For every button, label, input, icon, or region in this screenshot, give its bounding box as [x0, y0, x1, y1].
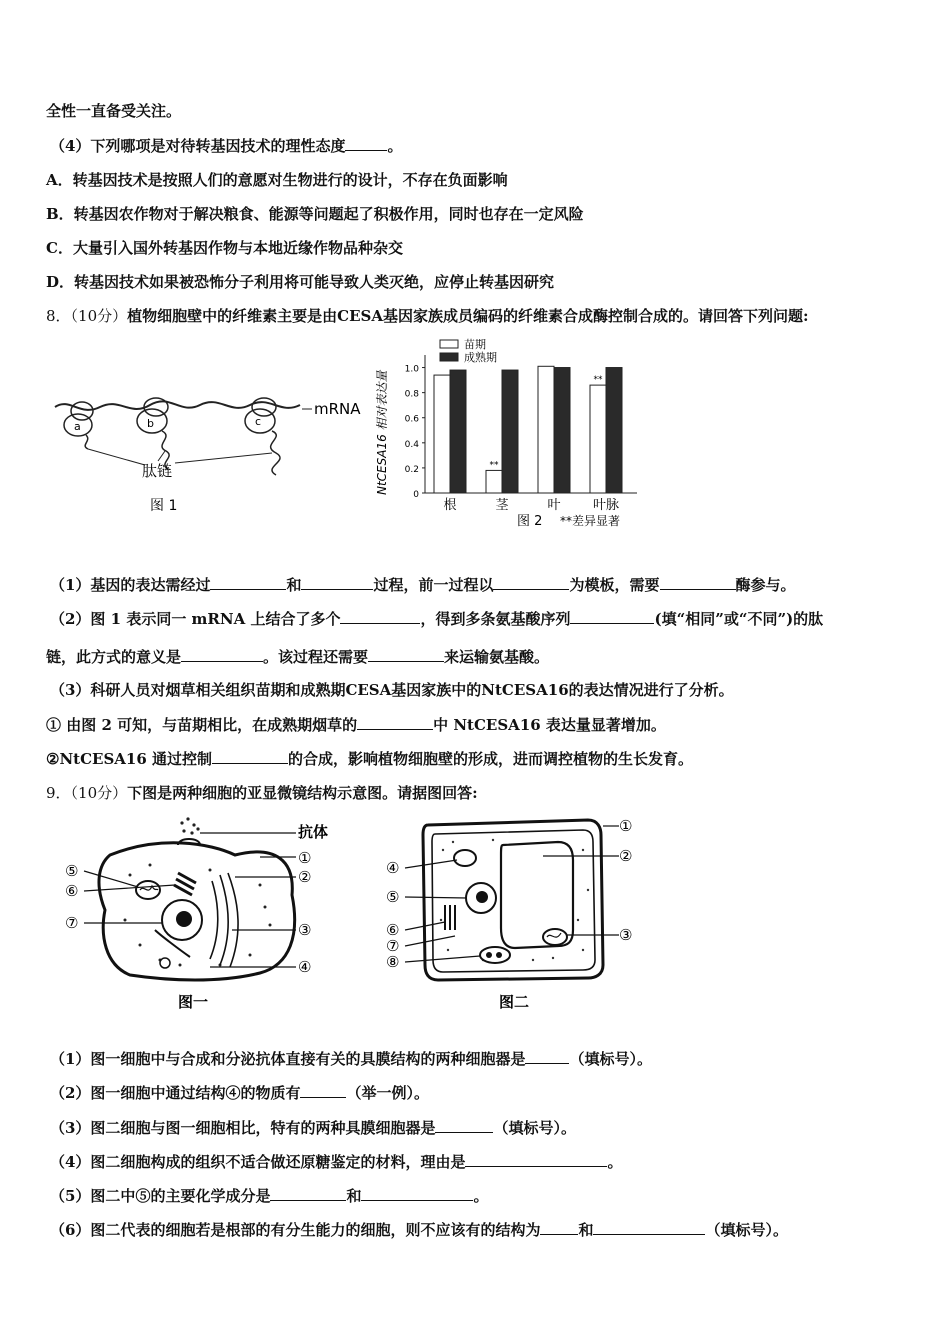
- q8-p2b: [46, 646, 549, 667]
- x-category-label: 根: [443, 498, 457, 513]
- legend-swatch-mature: [440, 353, 458, 361]
- answer-blank[interactable]: [301, 574, 373, 590]
- bar-seedling-1: [486, 470, 502, 493]
- bar-mature-0: [450, 370, 466, 493]
- fig1-label-3: ③: [298, 921, 312, 939]
- answer-blank[interactable]: [340, 608, 420, 624]
- answer-blank[interactable]: [181, 646, 263, 662]
- chart-legend: [440, 337, 497, 364]
- y-tick-label: 1.0: [404, 364, 419, 375]
- q7-option-c: C．大量引入国外转基因作物与本地近缘作物品种杂交: [46, 239, 403, 257]
- fig1-label-5: ⑤: [65, 862, 79, 880]
- bar-seedling-0: [434, 375, 450, 493]
- q8-p3-2: [46, 748, 693, 769]
- answer-blank[interactable]: [345, 135, 387, 151]
- q9-p1-b: （填标号）。: [569, 1050, 652, 1068]
- chart-ylabel: NtCESA16 相对表达量: [375, 370, 389, 495]
- q9-stem-text: 下图是两种细胞的亚显微镜结构示意图。请据图回答:: [127, 784, 478, 802]
- answer-blank[interactable]: [593, 1219, 705, 1235]
- q8-number: 8．（10分）: [46, 307, 128, 325]
- ribosome-a-label: a: [74, 420, 81, 433]
- q9-stem: [46, 783, 478, 803]
- x-category-label: 叶脉: [592, 498, 620, 513]
- x-category-label: 茎: [495, 498, 509, 513]
- fig2-label-8: ⑧: [386, 953, 400, 971]
- y-tick-label: 0.2: [404, 464, 419, 475]
- answer-blank[interactable]: [212, 748, 288, 764]
- q7-option-d: D．转基因技术如果被恐怖分子利用将可能导致人类灭绝，应停止转基因研究: [46, 273, 555, 291]
- q9-p3-b: （填标号）。: [493, 1119, 576, 1137]
- figure-1-caption: 图 1: [150, 498, 178, 514]
- q9-p5-b: 和: [346, 1187, 362, 1205]
- q9-figure-1-animal-cell: [60, 815, 350, 1015]
- bar-mature-3: [606, 368, 622, 493]
- mitochondrion-plant: [454, 850, 476, 866]
- figure-2-caption: 图 2: [517, 514, 543, 529]
- bar-mature-1: [502, 370, 518, 493]
- answer-blank[interactable]: [465, 1151, 607, 1167]
- fig2-label-1: ①: [619, 817, 633, 835]
- q8-p2b-b: 。该过程还需要: [263, 648, 369, 666]
- q7-sub4: [50, 135, 402, 156]
- y-tick-label: 0.6: [404, 414, 419, 425]
- q9-p5: [50, 1185, 488, 1206]
- fig1-label-1: ①: [298, 849, 312, 867]
- q8-p1-c: 过程，前一过程以: [373, 576, 494, 594]
- q8-p1-b: 和: [286, 576, 302, 594]
- answer-blank[interactable]: [368, 646, 444, 662]
- antibody-label: 抗体: [298, 823, 329, 841]
- q8-p3-1-b: 中 NtCESA16 表达量显著增加。: [433, 716, 666, 734]
- q8-stem: [46, 306, 809, 326]
- answer-blank[interactable]: [435, 1117, 493, 1133]
- answer-blank[interactable]: [525, 1048, 569, 1064]
- answer-blank[interactable]: [493, 574, 569, 590]
- q7-intro-tail: 全性一直备受关注。: [46, 102, 182, 120]
- fig2-label-2: ②: [619, 847, 633, 865]
- fig2-label-3: ③: [619, 926, 633, 944]
- q8-p3-2-b: 的合成，影响植物细胞壁的形成，进而调控植物的生长发育。: [288, 750, 694, 768]
- fig1-label-7: ⑦: [65, 914, 79, 932]
- answer-blank[interactable]: [361, 1185, 473, 1201]
- q8-p1-a: （1）基因的表达需经过: [50, 576, 211, 594]
- ribosome-c: [245, 398, 280, 475]
- q8-p2a-a: （2）图 1 表示同一 mRNA 上结合了多个: [50, 610, 341, 628]
- q8-p3-1-a: ① 由图 2 可知，与苗期相比，在成熟期烟草的: [46, 716, 358, 734]
- q9-p3: [50, 1117, 576, 1138]
- y-tick-label: 0: [413, 490, 419, 500]
- q9-p2-a: （2）图一细胞中通过结构④的物质有: [50, 1084, 301, 1102]
- y-tick-label: 0.8: [404, 389, 419, 400]
- answer-blank[interactable]: [660, 574, 736, 590]
- q8-p1-e: 酶参与。: [735, 576, 796, 594]
- bar-seedling-3: [590, 385, 606, 493]
- answer-blank[interactable]: [540, 1219, 578, 1235]
- mrna-label: mRNA: [314, 400, 361, 418]
- q7-sub4-end: 。: [387, 137, 403, 155]
- figure-one-caption: 图一: [178, 993, 209, 1011]
- fig1-label-6: ⑥: [65, 882, 79, 900]
- ribosome-b-label: b: [147, 417, 154, 430]
- fig2-label-4: ④: [386, 859, 400, 877]
- q9-number: 9．（10分）: [46, 784, 128, 802]
- q8-p2b-a: 链，此方式的意义是: [46, 648, 182, 666]
- answer-blank[interactable]: [300, 1082, 346, 1098]
- answer-blank[interactable]: [570, 608, 654, 624]
- q8-p2a-b: ，得到多条氨基酸序列: [420, 610, 571, 628]
- q9-figure-2-plant-cell: [383, 810, 653, 1015]
- x-category-label: 叶: [547, 498, 561, 513]
- legend-swatch-seedling: [440, 340, 458, 348]
- fig2-label-6: ⑥: [386, 921, 400, 939]
- q7-option-b: B．转基因农作物对于解决粮食、能源等问题起了积极作用，同时也存在一定风险: [46, 205, 584, 223]
- q9-p5-a: （5）图二中⑤的主要化学成分是: [50, 1187, 271, 1205]
- significance-mark: **: [489, 460, 499, 471]
- q8-p1: [50, 574, 796, 595]
- q9-p4-b: 。: [607, 1153, 623, 1171]
- peptide-label: 肽链: [142, 462, 173, 480]
- q8-p2a: [50, 608, 823, 629]
- chloroplast-bottom: [480, 947, 510, 963]
- q7-option-a: A．转基因技术是按照人们的意愿对生物进行的设计，不存在负面影响: [46, 171, 508, 189]
- q9-p6: [50, 1219, 788, 1240]
- nucleolus-plant: [476, 891, 488, 903]
- y-tick-label: 0.4: [404, 439, 419, 450]
- q9-p5-c: 。: [473, 1187, 489, 1205]
- q8-p3-1: [46, 714, 666, 735]
- bar-mature-2: [554, 368, 570, 493]
- q7-sub4-text: （4）下列哪项是对待转基因技术的理性态度: [50, 137, 346, 155]
- q8-p2a-c: (填“相同”或“不同”)的肽: [654, 610, 824, 628]
- legend-seedling: 苗期: [464, 338, 486, 351]
- answer-blank[interactable]: [270, 1185, 346, 1201]
- answer-blank[interactable]: [357, 714, 433, 730]
- q9-p2: [50, 1082, 429, 1103]
- q8-p3-2-a: ②NtCESA16 通过控制: [46, 750, 213, 768]
- q9-p4: [50, 1151, 622, 1172]
- q8-figure-2-chart: [372, 335, 662, 535]
- q9-p2-b: （举一例）。: [346, 1084, 429, 1102]
- fig2-label-5: ⑤: [386, 888, 400, 906]
- q8-p2b-c: 来运输氨基酸。: [444, 648, 550, 666]
- figure-2-note: **差异显著: [560, 514, 621, 528]
- significance-mark: **: [593, 375, 603, 386]
- q9-p1: [50, 1048, 652, 1069]
- q9-p6-a: （6）图二代表的细胞若是根部的有分生能力的细胞，则不应该有的结构为: [50, 1221, 541, 1239]
- bar-seedling-2: [538, 366, 554, 493]
- fig1-label-4: ④: [298, 958, 312, 976]
- fig1-label-2: ②: [298, 868, 312, 886]
- q8-figure-1: [50, 345, 370, 520]
- q9-p6-c: （填标号）。: [705, 1221, 788, 1239]
- figure-two-caption: 图二: [499, 993, 530, 1011]
- ribosome-c-label: c: [255, 415, 262, 428]
- nucleolus: [176, 911, 192, 927]
- fig2-label-7: ⑦: [386, 937, 400, 955]
- q9-p1-a: （1）图一细胞中与合成和分泌抗体直接有关的具膜结构的两种细胞器是: [50, 1050, 526, 1068]
- q9-p3-a: （3）图二细胞与图一细胞相比，特有的两种具膜细胞器是: [50, 1119, 436, 1137]
- q9-p4-a: （4）图二细胞构成的组织不适合做还原糖鉴定的材料，理由是: [50, 1153, 466, 1171]
- q8-p1-d: 为模板，需要: [569, 576, 660, 594]
- q8-p3: （3）科研人员对烟草相关组织苗期和成熟期CESA基因家族中的NtCESA16的表达情况进行了分析。: [50, 681, 734, 699]
- q9-p6-b: 和: [578, 1221, 594, 1239]
- q8-stem-text: 植物细胞壁中的纤维素主要是由CESA基因家族成员编码的纤维素合成酶控制合成的。请回答下列问题:: [127, 307, 809, 325]
- legend-mature: 成熟期: [464, 351, 497, 364]
- answer-blank[interactable]: [210, 574, 286, 590]
